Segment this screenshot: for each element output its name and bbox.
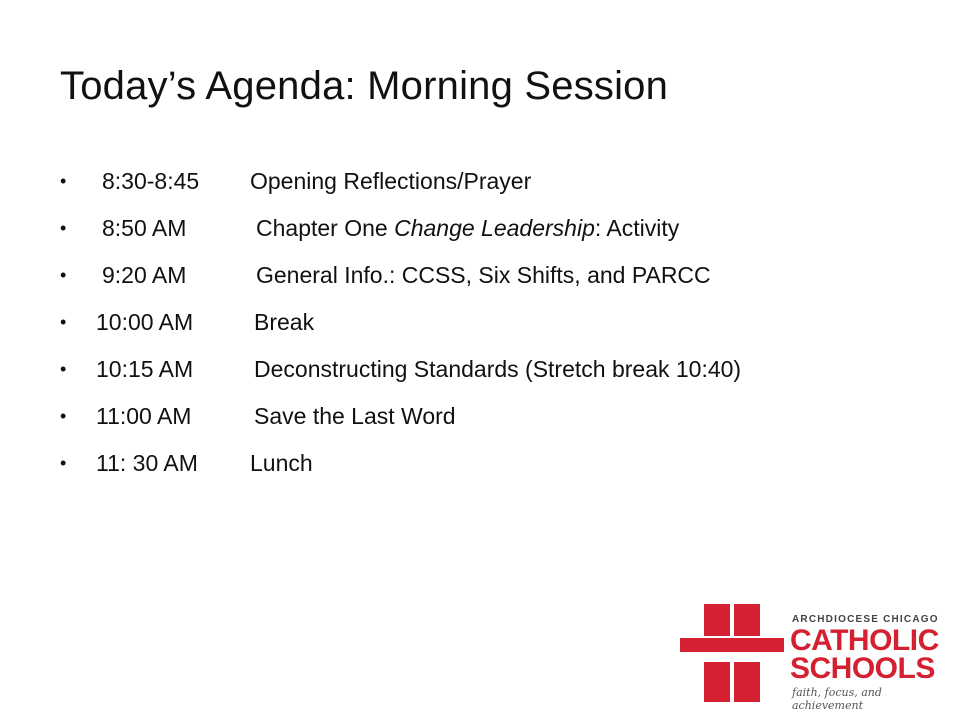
agenda-time: 10:00 AM [96,309,194,335]
agenda-description-emphasis: Change Leadership [394,215,595,241]
agenda-description: Lunch [250,450,313,476]
agenda-description: Break [254,309,315,335]
agenda-description [256,205,679,252]
agenda-time: 8:50 AM [102,215,187,241]
agenda-description: Deconstructing Standards (Stretch break 10:40) [254,356,742,382]
agenda-description: Save the Last Word [254,403,456,429]
logo-name-line2: SCHOOLS [790,652,935,685]
agenda-time: 11:00 AM [96,403,192,429]
bullet: • [60,406,67,426]
agenda-description: Opening Reflections/Prayer [250,168,532,194]
logo-org-name: ARCHDIOCESE CHICAGO [792,614,939,625]
agenda-description-post: : Activity [594,215,680,241]
slide-title: Today’s Agenda: Morning Session [60,64,669,108]
bullet: • [60,171,67,191]
bullet: • [60,359,67,379]
bullet: • [60,218,67,238]
agenda-time: 9:20 AM [102,262,187,288]
agenda-time: 11: 30 AM [96,450,198,476]
logo-tagline: faith, focus, and achievement [792,686,882,712]
agenda-time: 10:15 AM [96,356,194,382]
catholic-schools-logo [680,602,940,712]
bullet: • [60,453,67,473]
cross-icon [680,602,784,706]
agenda-description: General Info.: CCSS, Six Shifts, and PARCC [256,262,711,288]
agenda-description-pre: Chapter One [256,215,395,241]
bullet: • [60,312,67,332]
agenda-time: 8:30-8:45 [102,168,200,194]
bullet: • [60,265,67,285]
logo-name-line1: CATHOLIC [790,624,939,657]
